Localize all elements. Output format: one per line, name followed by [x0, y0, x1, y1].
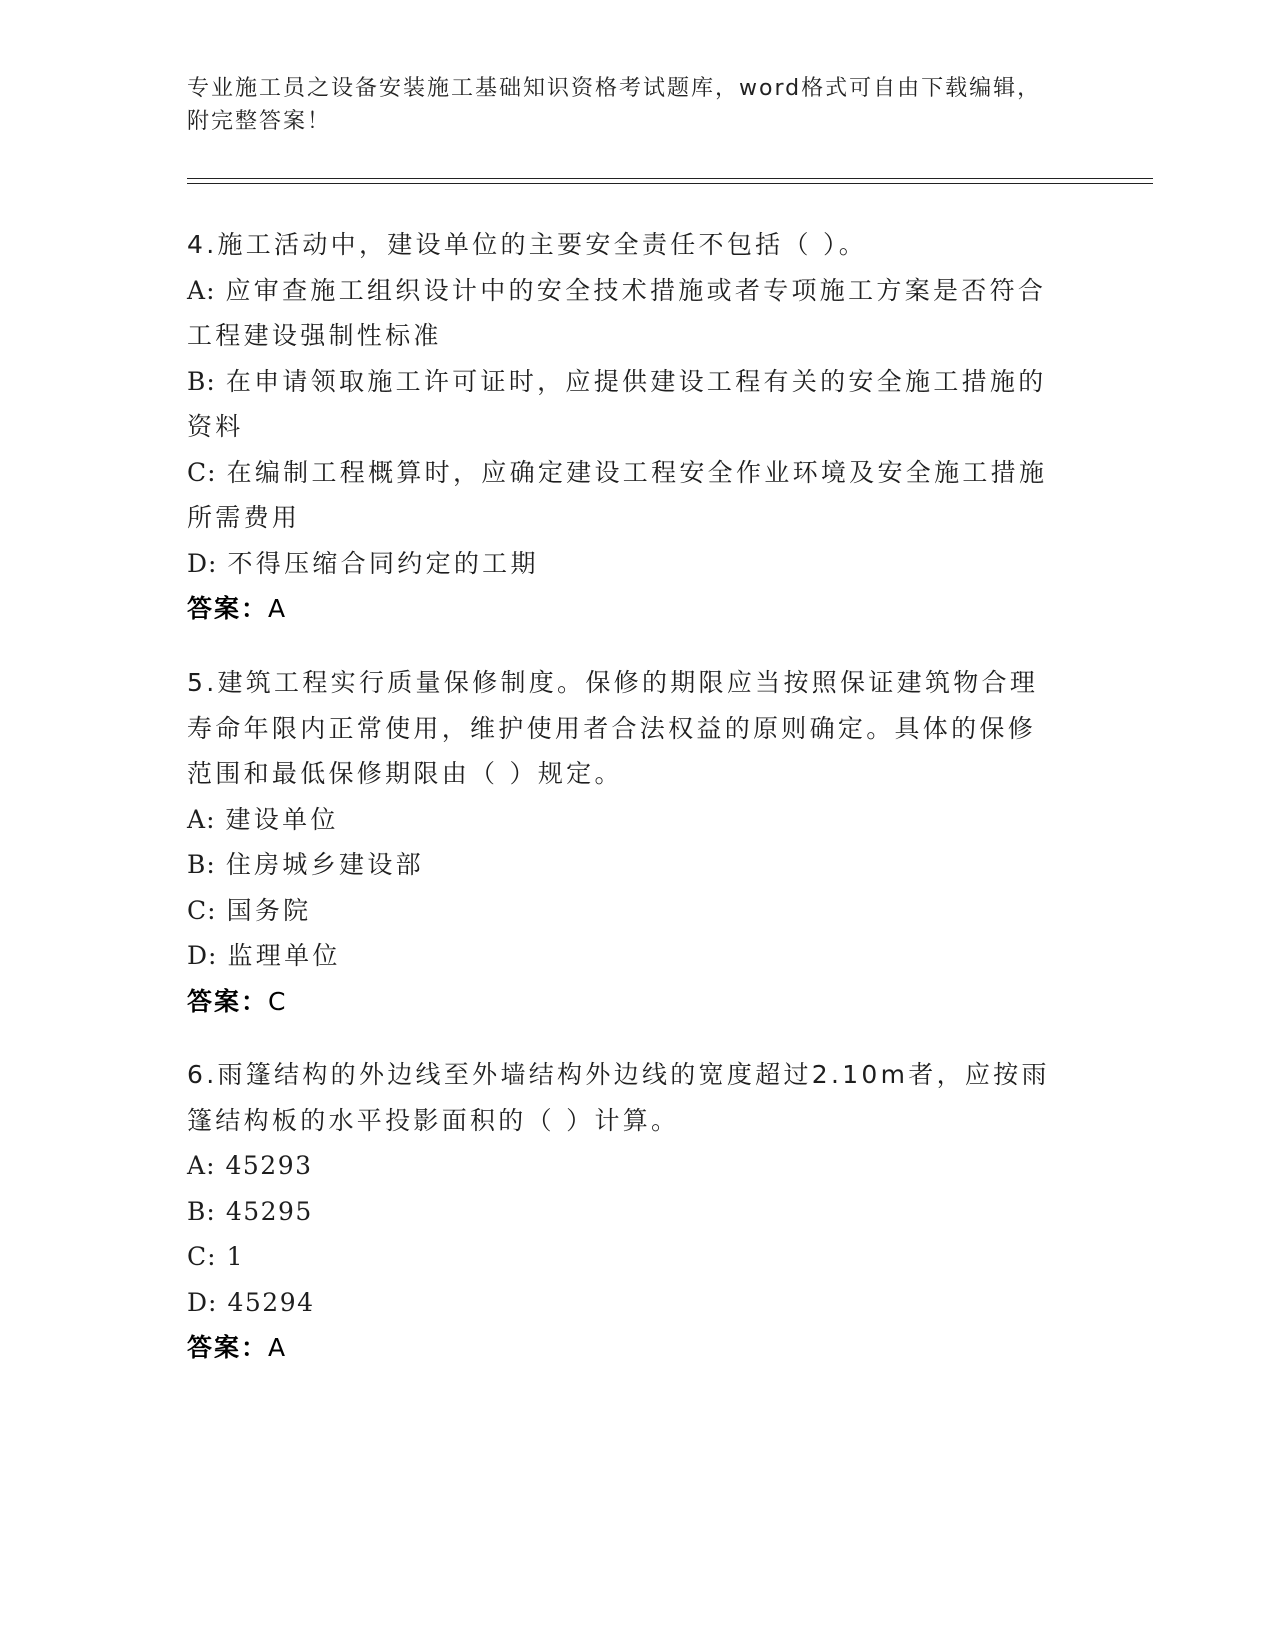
option-text-line: 不得压缩合同约定的工期 [227, 548, 539, 578]
option-c [187, 888, 1077, 934]
option-label: A [187, 275, 207, 305]
question-stem-line: 篷结构板的水平投影面积的（ ）计算。 [187, 1105, 680, 1135]
option-separator: : [207, 457, 217, 487]
answer-label: 答案： [187, 986, 269, 1016]
option-b [187, 1189, 1077, 1235]
option-a [187, 797, 1077, 843]
option-c-continued: 所需费用 [187, 503, 301, 532]
answer-value: A [268, 594, 288, 623]
option-d [187, 1280, 1077, 1326]
answer-label: 答案： [187, 594, 269, 623]
option-separator: : [206, 366, 216, 396]
option-label: A [187, 804, 207, 834]
question-stem-line: 6.雨篷结构的外边线至外墙结构外边线的宽度超过2.10m者，应按雨 [187, 1060, 1050, 1089]
option-c [187, 1234, 1077, 1280]
answer-value: A [268, 1333, 288, 1362]
option-b-continued: 资料 [187, 412, 244, 441]
option-text-line: 住房城乡建设部 [225, 850, 424, 879]
option-separator: : [206, 275, 216, 305]
question-5 [187, 660, 1077, 1024]
option-separator: : [208, 941, 218, 970]
option-label: D [187, 548, 209, 578]
option-text-line: 监理单位 [227, 941, 341, 970]
option-separator: : [208, 1287, 218, 1317]
option-text-line: 应审查施工组织设计中的安全技术措施或者专项施工方案是否符合 [225, 275, 1047, 305]
option-label: C [187, 457, 208, 487]
answer-value: C [268, 986, 288, 1016]
option-text-line: 45293 [225, 1151, 313, 1180]
option-d [187, 933, 1077, 979]
option-c [187, 450, 1077, 496]
option-separator: : [206, 1151, 216, 1180]
option-b [187, 359, 1077, 405]
option-separator: : [206, 804, 216, 834]
option-label: A [187, 1151, 207, 1180]
option-separator: : [207, 1242, 217, 1271]
option-separator: : [208, 548, 218, 578]
question-stem-line: 5.建筑工程实行质量保修制度。保修的期限应当按照保证建筑物合理 [187, 668, 1039, 697]
option-label: B [187, 1196, 207, 1226]
option-text-line: 1 [226, 1242, 244, 1271]
option-text-line: 国务院 [226, 895, 312, 925]
option-text-line: 在申请领取施工许可证时，应提供建设工程有关的安全施工措施的 [225, 366, 1047, 396]
option-a [187, 268, 1077, 314]
answer-line [187, 586, 1077, 632]
header-line-2: 附完整答案！ [187, 109, 332, 134]
question-stem-line: 范围和最低保修期限由（ ）规定。 [187, 759, 623, 788]
option-label: C [187, 895, 208, 925]
document-header [187, 72, 1067, 138]
option-a [187, 1143, 1077, 1189]
answer-line [187, 1325, 1077, 1371]
option-text-line: 45295 [225, 1196, 313, 1226]
answer-label: 答案： [187, 1333, 269, 1362]
option-label: B [187, 366, 207, 396]
option-label: B [187, 850, 207, 879]
option-a-continued: 工程建设强制性标准 [187, 321, 442, 350]
answer-line [187, 979, 1077, 1025]
option-label: C [187, 1242, 208, 1271]
option-b [187, 842, 1077, 888]
option-text-line: 45294 [227, 1287, 315, 1317]
question-6 [187, 1052, 1077, 1371]
option-text-line: 在编制工程概算时，应确定建设工程安全作业环境及安全施工措施 [226, 457, 1048, 487]
option-label: D [187, 1287, 209, 1317]
option-separator: : [207, 895, 217, 925]
header-divider-top [187, 178, 1153, 179]
header-line-1: 专业施工员之设备安装施工基础知识资格考试题库，word格式可自由下载编辑， [187, 76, 1042, 101]
question-stem-line: 寿命年限内正常使用，维护使用者合法权益的原则确定。具体的保修 [187, 713, 1037, 743]
option-text-line: 建设单位 [225, 804, 339, 834]
option-separator: : [206, 1196, 216, 1226]
option-separator: : [206, 850, 216, 879]
question-4 [187, 222, 1077, 632]
question-stem-line: 4.施工活动中，建设单位的主要安全责任不包括（ ）。 [187, 230, 868, 259]
option-d [187, 541, 1077, 587]
option-label: D [187, 941, 209, 970]
header-divider-bottom [187, 183, 1153, 184]
